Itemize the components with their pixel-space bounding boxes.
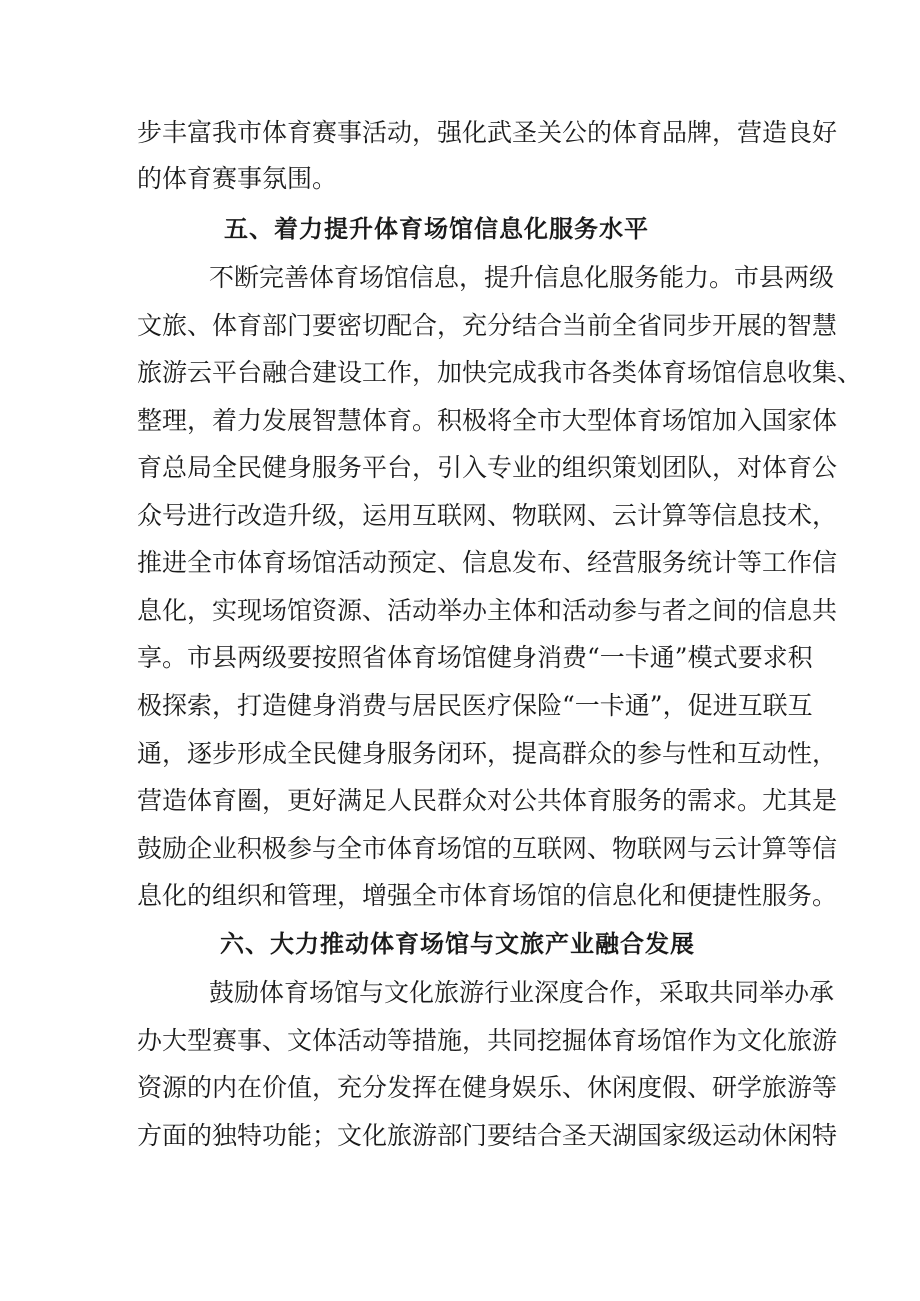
paragraph-line: 鼓励体育场馆与文化旅游行业深度合作，采取共同举办承 [209, 978, 835, 1007]
paragraph-line: 不断完善体育场馆信息，提升信息化服务能力。市县两级 [209, 263, 835, 292]
paragraph-line: 整理，着力发展智慧体育。积极将全市大型体育场馆加入国家体 [137, 406, 838, 435]
paragraph-line: 育总局全民健身服务平台，引入专业的组织策划团队，对体育公 [137, 453, 838, 482]
paragraph-line: 鼓励企业积极参与全市体育场馆的互联网、物联网与云计算等信 [137, 834, 838, 863]
paragraph-line: 旅游云平台融合建设工作，加快完成我市各类体育场馆信息收集、 [137, 358, 863, 387]
paragraph-line: 息化的组织和管理，增强全市体育场馆的信息化和便捷性服务。 [137, 881, 838, 910]
paragraph-line: 办大型赛事、文体活动等措施，共同挖掘体育场馆作为文化旅游 [137, 1026, 838, 1055]
paragraph-line: 推进全市体育场馆活动预定、信息发布、经营服务统计等工作信 [137, 548, 838, 577]
paragraph-line: 极探索，打造健身消费与居民医疗保险“一卡通”，促进互联互 [137, 691, 813, 720]
paragraph-line: 众号进行改造升级，运用互联网、物联网、云计算等信息技术， [137, 501, 838, 530]
paragraph-line: 资源的内在价值，充分发挥在健身娱乐、休闲度假、研学旅游等 [137, 1073, 838, 1102]
section-heading-5: 五、着力提升体育场馆信息化服务水平 [224, 215, 649, 243]
paragraph-line: 方面的独特功能；文化旅游部门要结合圣天湖国家级运动休闲特 [137, 1121, 838, 1150]
paragraph-line: 的体育赛事氛围。 [137, 164, 338, 193]
paragraph-line: 享。市县两级要按照省体育场馆健身消费“一卡通”模式要求积 [137, 643, 813, 672]
paragraph-line: 文旅、体育部门要密切配合，充分结合当前全省同步开展的智慧 [137, 311, 838, 340]
paragraph-line: 息化，实现场馆资源、活动举办主体和活动参与者之间的信息共 [137, 596, 838, 625]
paragraph-line: 通，逐步形成全民健身服务闭环，提高群众的参与性和互动性， [137, 739, 838, 768]
paragraph-line: 营造体育圈，更好满足人民群众对公共体育服务的需求。尤其是 [137, 786, 838, 815]
section-heading-6: 六、大力推动体育场馆与文旅产业融合发展 [220, 930, 695, 958]
paragraph-line: 步丰富我市体育赛事活动，强化武圣关公的体育品牌，营造良好 [137, 118, 838, 147]
